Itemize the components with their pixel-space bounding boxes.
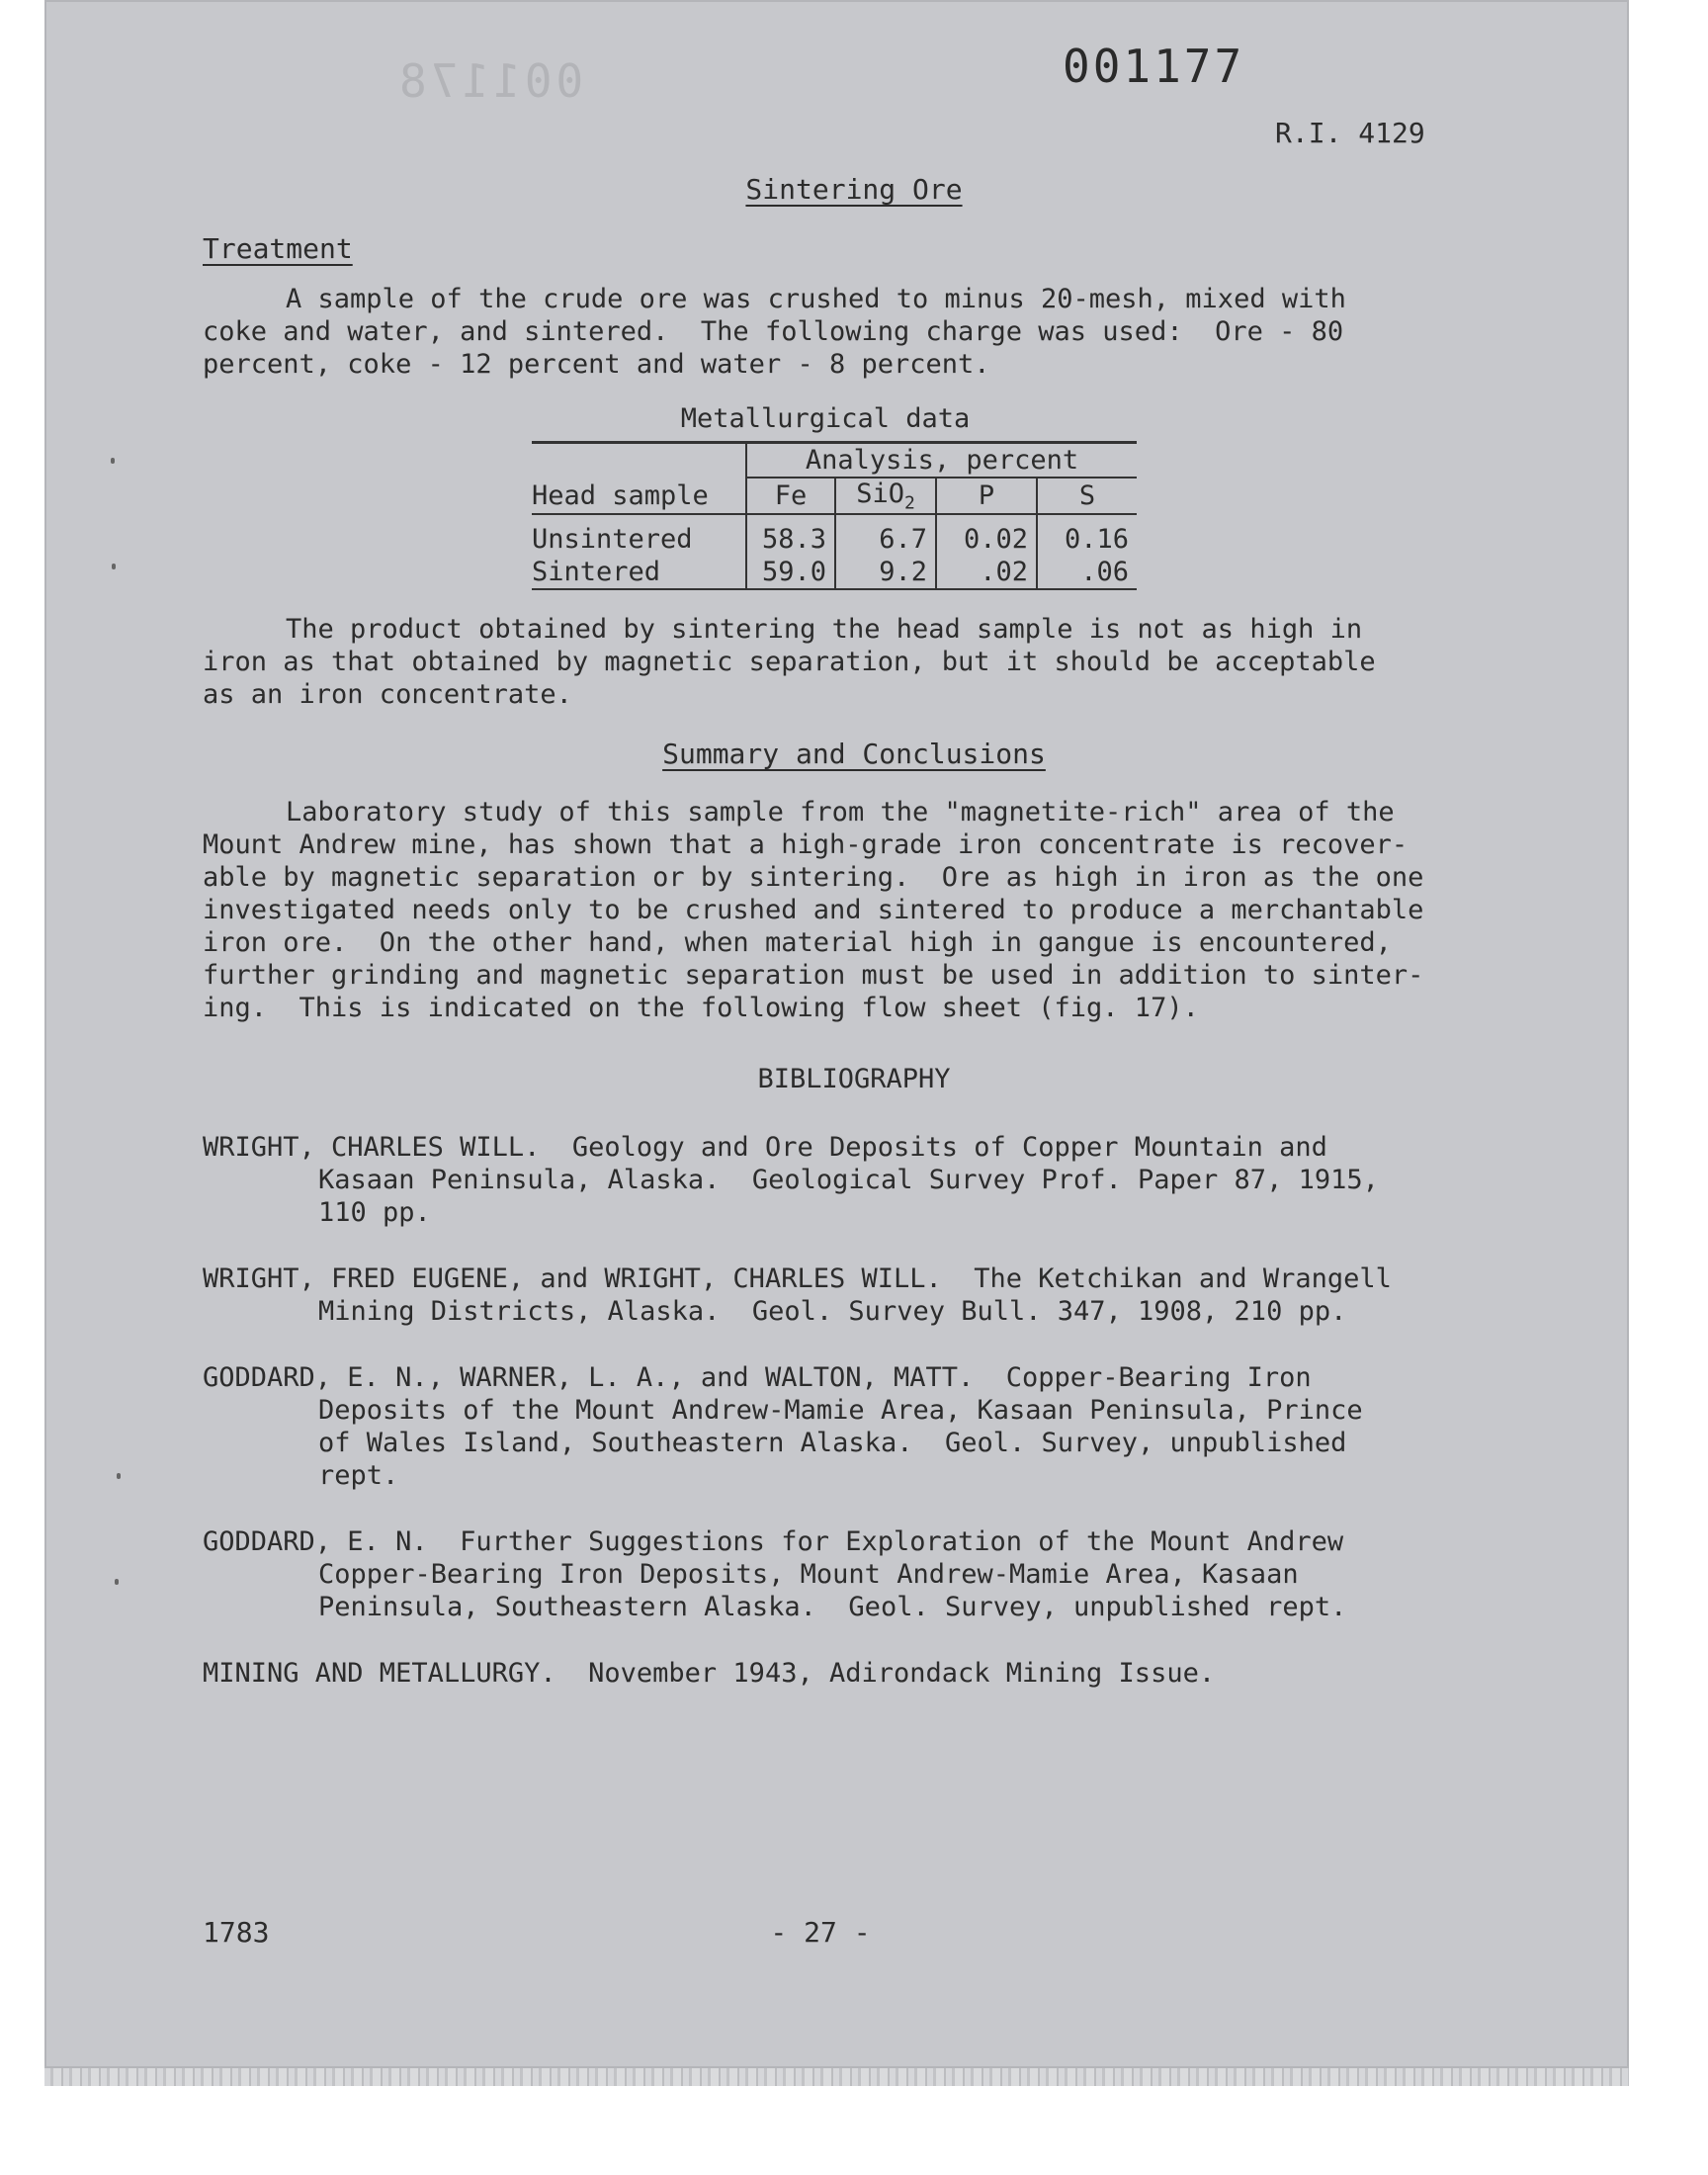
page-number: - 27 - — [770, 1916, 871, 1949]
bib-first-line: WRIGHT, CHARLES WILL. Geology and Ore Deposits of Copper Mountain and — [203, 1132, 1327, 1163]
bib-first-line: GODDARD, E. N. Further Suggestions for Exploration of the Mount Andrew — [203, 1526, 1344, 1557]
scan-speck — [117, 1473, 121, 1479]
group-header: Analysis, percent — [746, 444, 1137, 478]
bib-line: Peninsula, Southeastern Alaska. Geol. Survey, unpublished rept. — [318, 1592, 1347, 1622]
column-header-p: P — [936, 478, 1037, 514]
scan-speck — [115, 1579, 119, 1585]
text-line: able by magnetic separation or by sintering. Ore as high in iron as the one — [203, 862, 1424, 893]
subheading-treatment: Treatment — [203, 232, 353, 265]
cell: 6.7 — [835, 514, 936, 556]
bib-line: 110 pp. — [318, 1197, 431, 1228]
row-header: Head sample — [532, 479, 709, 511]
bleed-through-number: 001178 — [395, 54, 584, 108]
cell: 0.02 — [936, 514, 1037, 556]
row-label: Sintered — [532, 556, 746, 589]
bib-line: Kasaan Peninsula, Alaska. Geological Survey Prof. Paper 87, 1915, — [318, 1165, 1379, 1195]
cell: 59.0 — [746, 556, 835, 589]
bib-line: of Wales Island, Southeastern Alaska. Geol. Survey, unpublished — [318, 1428, 1347, 1458]
text-line: coke and water, and sintered. The following charge was used: Ore - 80 — [203, 316, 1344, 347]
section-title-summary: Summary and Conclusions — [662, 738, 1046, 770]
text-line: The product obtained by sintering the head sample is not as high in — [286, 614, 1363, 645]
text-line: Laboratory study of this sample from the "magnetite-rich" area of the — [286, 797, 1395, 827]
bibliography-title: BIBLIOGRAPHY — [757, 1064, 951, 1094]
cell: .06 — [1037, 556, 1137, 589]
bib-first-line: GODDARD, E. N., WARNER, L. A., and WALTON, MATT. Copper-Bearing Iron — [203, 1362, 1312, 1393]
text-line: iron ore. On the other hand, when material high in gangue is encountered, — [203, 927, 1392, 958]
bib-line: Copper-Bearing Iron Deposits, Mount Andrew-Mamie Area, Kasaan — [318, 1559, 1299, 1590]
cell: .02 — [936, 556, 1037, 589]
bib-line: rept. — [318, 1460, 399, 1491]
section-title-sintering: Sintering Ore — [745, 173, 963, 206]
scan-edge-strip — [44, 2068, 1629, 2086]
column-header-sio2: SiO$_2$ — [835, 478, 936, 514]
footer-code: 1783 — [203, 1916, 270, 1949]
text-line: iron as that obtained by magnetic separation, but it should be acceptable — [203, 647, 1376, 677]
report-id: R.I. 4129 — [1275, 117, 1425, 149]
text-line: investigated needs only to be crushed and sintered to produce a merchantable — [203, 895, 1424, 925]
cell: 0.16 — [1037, 514, 1137, 556]
scan-speck — [111, 458, 115, 464]
table-caption: Metallurgical data — [680, 403, 971, 434]
bib-first-line: WRIGHT, FRED EUGENE, and WRIGHT, CHARLES WILL. The Ketchikan and Wrangell — [203, 1263, 1392, 1294]
text-line: A sample of the crude ore was crushed to minus 20-mesh, mixed with — [286, 284, 1346, 314]
column-header-s: S — [1037, 478, 1137, 514]
bib-line: Deposits of the Mount Andrew-Mamie Area, Kasaan Peninsula, Prince — [318, 1395, 1363, 1426]
row-label: Unsintered — [532, 514, 746, 556]
text-line: as an iron concentrate. — [203, 679, 572, 710]
column-header-fe: Fe — [746, 478, 835, 514]
document-number: 001177 — [1063, 40, 1245, 93]
text-line: Mount Andrew mine, has shown that a high-grade iron concentrate is recover- — [203, 829, 1409, 860]
text-line: ing. This is indicated on the following flow sheet (fig. 17). — [203, 993, 1199, 1023]
cell: 9.2 — [835, 556, 936, 589]
bib-first-line: MINING AND METALLURGY. November 1943, Adirondack Mining Issue. — [203, 1658, 1216, 1689]
cell: 58.3 — [746, 514, 835, 556]
bib-line: Mining Districts, Alaska. Geol. Survey Bull. 347, 1908, 210 pp. — [318, 1296, 1347, 1327]
text-line: further grinding and magnetic separation must be used in addition to sinter- — [203, 960, 1424, 991]
text-line: percent, coke - 12 percent and water - 8 percent. — [203, 349, 990, 380]
metallurgical-data-table — [532, 441, 1137, 590]
scan-speck — [112, 564, 116, 569]
